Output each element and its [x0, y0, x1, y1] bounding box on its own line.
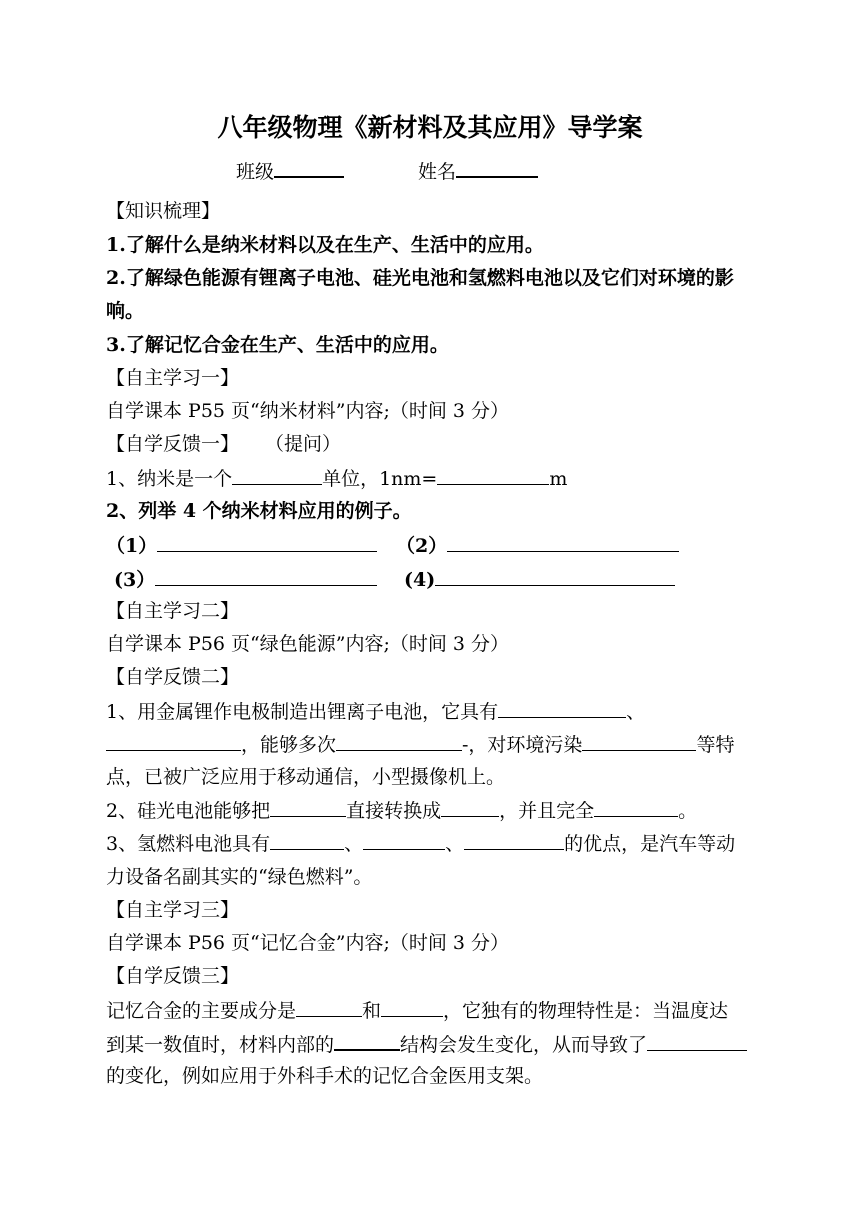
name-blank[interactable] [456, 157, 538, 178]
feedback1-q1-text-a: 1、纳米是一个 [106, 468, 233, 490]
feedback2-q2-text-b: 直接转换成 [346, 800, 442, 822]
name-label: 姓名 [418, 161, 457, 183]
hydrogen-blank-3[interactable] [464, 830, 564, 850]
example-3-label: (3） [114, 569, 156, 591]
study1-heading: 【自主学习一】 [106, 367, 240, 389]
feedback2-q2 [106, 797, 697, 824]
study2-text: 自学课本 P56 页“绿色能源”内容;（时间 3 分） [106, 633, 510, 655]
example-2-blank[interactable] [447, 532, 679, 552]
solar-blank-3[interactable] [594, 797, 678, 817]
example-4 [404, 566, 675, 593]
study1-text: 自学课本 P55 页“纳米材料”内容;（时间 3 分） [106, 400, 510, 422]
solar-blank-1[interactable] [270, 797, 346, 817]
feedback3-text-d: 到某一数值时，材料内部的 [106, 1034, 335, 1056]
feedback2-q1-text-a: 1、用金属锂作电极制造出锂离子电池，它具有 [106, 701, 499, 723]
example-1 [106, 532, 377, 559]
feedback2-q1-text-d: -，对环境污染 [462, 734, 583, 756]
feedback2-q1-line1 [106, 698, 645, 725]
feedback2-q1-line2 [106, 731, 734, 758]
feedback1-q1-text-b: 单位，1nm= [322, 468, 438, 490]
feedback2-q1-line3: 点，已被广泛应用于移动通信，小型摄像机上。 [106, 766, 506, 788]
feedback3-line3: 的变化，例如应用于外科手术的记忆合金医用支架。 [106, 1065, 544, 1087]
feedback3-text-a: 记忆合金的主要成分是 [106, 1000, 297, 1022]
knowledge-item-1: 1.了解什么是纳米材料以及在生产、生活中的应用。 [106, 234, 544, 256]
knowledge-item-2: 2.了解绿色能源有锂离子电池、硅光电池和氢燃料电池以及它们对环境的影 [106, 267, 734, 289]
example-2 [396, 532, 679, 559]
feedback1-q1 [106, 465, 567, 492]
knowledge-heading: 【知识梳理】 [106, 200, 221, 222]
example-3-blank[interactable] [155, 566, 377, 586]
alloy-blank-2[interactable] [381, 997, 443, 1017]
li-battery-blank-1[interactable] [498, 698, 626, 718]
feedback1-q1-text-c: m [549, 468, 568, 490]
feedback3-text-b: 和 [362, 1000, 382, 1022]
alloy-blank-3[interactable] [334, 1030, 400, 1051]
feedback3-heading: 【自学反馈三】 [106, 965, 240, 987]
feedback2-q1-text-b: 、 [626, 701, 646, 723]
feedback2-q3-text-b: 、 [344, 833, 364, 855]
feedback1-q2: 2、列举 4 个纳米材料应用的例子。 [106, 500, 412, 522]
feedback2-q2-text-d: 。 [678, 800, 698, 822]
feedback2-heading: 【自学反馈二】 [106, 666, 240, 688]
example-1-blank[interactable] [157, 532, 377, 552]
feedback2-q2-text-c: ，并且完全 [499, 800, 595, 822]
feedback2-q3-text-c: 、 [445, 833, 465, 855]
alloy-blank-4[interactable] [647, 1031, 747, 1051]
student-name-line [418, 157, 538, 185]
study3-heading: 【自主学习三】 [106, 899, 240, 921]
feedback3-line2 [106, 1030, 747, 1058]
li-battery-blank-3[interactable] [336, 731, 462, 751]
feedback2-q3-line1 [106, 830, 735, 857]
feedback2-q3-text-a: 3、氢燃料电池具有 [106, 833, 271, 855]
study3-text: 自学课本 P56 页“记忆合金”内容;（时间 3 分） [106, 932, 510, 954]
example-4-label: (4) [404, 569, 436, 591]
feedback1-heading-line [106, 431, 341, 457]
example-3 [114, 566, 377, 593]
study2-heading: 【自主学习二】 [106, 600, 240, 622]
feedback2-q3-text-d: 的优点，是汽车等动 [564, 833, 736, 855]
nano-value-blank[interactable] [437, 465, 549, 485]
page-title: 八年级物理《新材料及其应用》导学案 [217, 113, 643, 142]
feedback3-text-c: ，它独有的物理特性是：当温度达 [443, 1000, 729, 1022]
feedback3-text-e: 结构会发生变化，从而导致了 [400, 1034, 648, 1056]
feedback1-heading: 【自学反馈一】 [106, 433, 240, 455]
nano-unit-blank[interactable] [232, 465, 322, 485]
example-4-blank[interactable] [435, 566, 675, 586]
feedback3-line1 [106, 997, 728, 1024]
hydrogen-blank-2[interactable] [363, 830, 445, 850]
example-1-label: （1） [106, 535, 158, 557]
class-label: 班级 [236, 161, 275, 183]
knowledge-item-3: 3.了解记忆合金在生产、生活中的应用。 [106, 334, 449, 356]
feedback2-q2-text-a: 2、硅光电池能够把 [106, 800, 271, 822]
feedback1-note: （提问） [265, 433, 342, 455]
solar-blank-2[interactable] [441, 797, 499, 817]
li-battery-blank-4[interactable] [582, 731, 696, 751]
hydrogen-blank-1[interactable] [270, 830, 344, 850]
feedback2-q3-line2: 力设备名副其实的“绿色燃料”。 [106, 866, 373, 888]
li-battery-blank-2[interactable] [106, 731, 241, 751]
knowledge-item-2-cont: 响。 [106, 300, 145, 322]
alloy-blank-1[interactable] [296, 997, 362, 1017]
class-blank[interactable] [274, 157, 344, 178]
feedback2-q1-text-e: 等特 [696, 734, 735, 756]
example-2-label: （2） [396, 535, 448, 557]
feedback2-q1-text-c: ，能够多次 [241, 734, 337, 756]
class-name-line [236, 157, 344, 185]
